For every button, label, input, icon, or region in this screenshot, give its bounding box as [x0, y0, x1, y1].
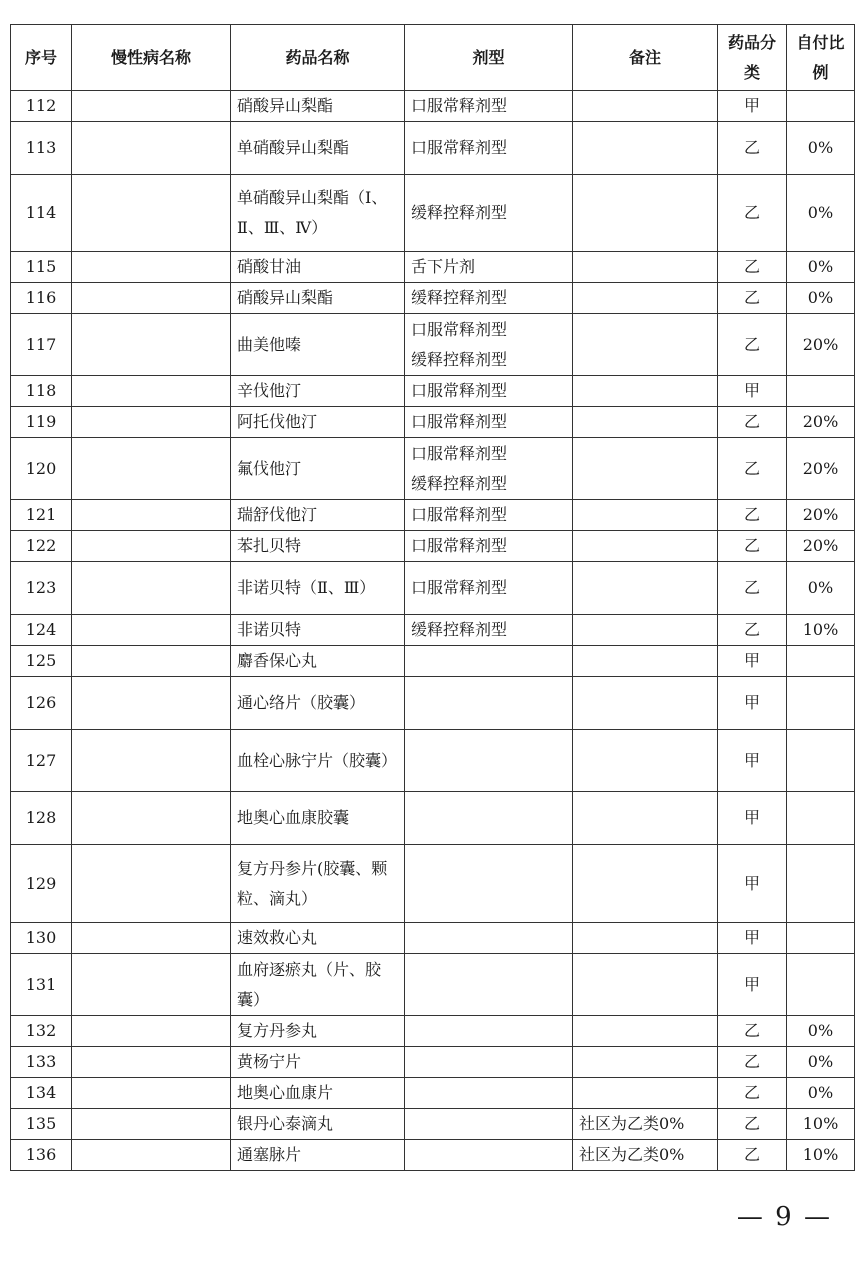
row-number-cell: 128 — [11, 792, 72, 845]
dosage-form-cell — [405, 1109, 573, 1140]
drug-name-cell: 地奥心血康片 — [231, 1078, 405, 1109]
drug-name-cell: 阿托伐他汀 — [231, 407, 405, 438]
note-cell — [573, 646, 718, 677]
drug-category-cell: 乙 — [718, 1047, 787, 1078]
note-cell — [573, 531, 718, 562]
row-number-cell: 114 — [11, 175, 72, 252]
disease-name-cell — [72, 923, 231, 954]
drug-category-cell: 乙 — [718, 531, 787, 562]
drug-category-cell: 甲 — [718, 954, 787, 1016]
header-ratio: 自付比例 — [787, 25, 855, 91]
drug-category-cell: 甲 — [718, 376, 787, 407]
table-row — [11, 1109, 855, 1140]
dosage-form-cell — [405, 845, 573, 923]
dosage-form-cell: 口服常释剂型 — [405, 531, 573, 562]
disease-name-cell — [72, 252, 231, 283]
drug-name-cell: 血栓心脉宁片（胶囊） — [231, 730, 405, 792]
dosage-form-cell: 口服常释剂型 缓释控释剂型 — [405, 314, 573, 376]
drug-name-cell: 瑞舒伐他汀 — [231, 500, 405, 531]
row-number-cell: 115 — [11, 252, 72, 283]
drug-name-cell: 复方丹参片(胶囊、颗粒、滴丸） — [231, 845, 405, 923]
drug-name-cell: 非诺贝特（Ⅱ、Ⅲ） — [231, 562, 405, 615]
note-cell — [573, 792, 718, 845]
row-number-cell: 123 — [11, 562, 72, 615]
disease-name-cell — [72, 646, 231, 677]
drug-category-cell: 甲 — [718, 923, 787, 954]
table-row — [11, 500, 855, 531]
drug-category-cell: 乙 — [718, 500, 787, 531]
copay-ratio-cell — [787, 845, 855, 923]
row-number-cell: 125 — [11, 646, 72, 677]
drug-name-cell: 硝酸异山梨酯 — [231, 91, 405, 122]
row-number-cell: 130 — [11, 923, 72, 954]
row-number-cell: 134 — [11, 1078, 72, 1109]
copay-ratio-cell: 10% — [787, 615, 855, 646]
note-cell — [573, 91, 718, 122]
note-cell — [573, 677, 718, 730]
disease-name-cell — [72, 1078, 231, 1109]
header-no: 序号 — [11, 25, 72, 91]
drug-category-cell: 乙 — [718, 407, 787, 438]
header-category: 药品分类 — [718, 25, 787, 91]
drug-name-cell: 单硝酸异山梨酯 — [231, 122, 405, 175]
note-cell — [573, 283, 718, 314]
note-cell — [573, 615, 718, 646]
dosage-form-cell — [405, 954, 573, 1016]
table-row — [11, 175, 855, 252]
table-row — [11, 314, 855, 376]
disease-name-cell — [72, 954, 231, 1016]
header-note: 备注 — [573, 25, 718, 91]
table-row — [11, 845, 855, 923]
drug-list-table — [10, 24, 855, 1171]
row-number-cell: 113 — [11, 122, 72, 175]
table-row — [11, 407, 855, 438]
drug-category-cell: 甲 — [718, 792, 787, 845]
note-cell — [573, 252, 718, 283]
drug-category-cell: 甲 — [718, 91, 787, 122]
disease-name-cell — [72, 283, 231, 314]
drug-category-cell: 甲 — [718, 730, 787, 792]
row-number-cell: 117 — [11, 314, 72, 376]
copay-ratio-cell — [787, 923, 855, 954]
copay-ratio-cell — [787, 376, 855, 407]
drug-name-cell: 硝酸异山梨酯 — [231, 283, 405, 314]
drug-name-cell: 通塞脉片 — [231, 1140, 405, 1171]
row-number-cell: 112 — [11, 91, 72, 122]
dosage-form-cell: 口服常释剂型 — [405, 407, 573, 438]
disease-name-cell — [72, 845, 231, 923]
row-number-cell: 124 — [11, 615, 72, 646]
copay-ratio-cell: 20% — [787, 438, 855, 500]
table-row — [11, 1078, 855, 1109]
dosage-form-cell — [405, 1047, 573, 1078]
table-row — [11, 283, 855, 314]
dosage-form-cell — [405, 792, 573, 845]
dosage-form-cell: 口服常释剂型 — [405, 122, 573, 175]
table-row — [11, 531, 855, 562]
note-cell — [573, 407, 718, 438]
table-row — [11, 677, 855, 730]
copay-ratio-cell — [787, 646, 855, 677]
dosage-form-cell — [405, 1078, 573, 1109]
row-number-cell: 129 — [11, 845, 72, 923]
note-cell — [573, 500, 718, 531]
note-cell — [573, 122, 718, 175]
drug-name-cell: 速效救心丸 — [231, 923, 405, 954]
copay-ratio-cell: 0% — [787, 122, 855, 175]
row-number-cell: 116 — [11, 283, 72, 314]
drug-category-cell: 乙 — [718, 1140, 787, 1171]
table-row — [11, 923, 855, 954]
drug-name-cell: 曲美他嗪 — [231, 314, 405, 376]
table-row — [11, 792, 855, 845]
note-cell — [573, 1078, 718, 1109]
copay-ratio-cell: 20% — [787, 314, 855, 376]
dosage-form-cell — [405, 1140, 573, 1171]
drug-name-cell: 单硝酸异山梨酯（Ⅰ、Ⅱ、Ⅲ、Ⅳ） — [231, 175, 405, 252]
drug-name-cell: 麝香保心丸 — [231, 646, 405, 677]
dosage-form-cell — [405, 730, 573, 792]
disease-name-cell — [72, 531, 231, 562]
row-number-cell: 131 — [11, 954, 72, 1016]
note-cell: 社区为乙类0% — [573, 1109, 718, 1140]
row-number-cell: 136 — [11, 1140, 72, 1171]
note-cell — [573, 438, 718, 500]
disease-name-cell — [72, 1109, 231, 1140]
disease-name-cell — [72, 407, 231, 438]
table-row — [11, 91, 855, 122]
table-row — [11, 252, 855, 283]
copay-ratio-cell: 0% — [787, 175, 855, 252]
disease-name-cell — [72, 438, 231, 500]
note-cell — [573, 376, 718, 407]
copay-ratio-cell: 0% — [787, 1016, 855, 1047]
drug-name-cell: 非诺贝特 — [231, 615, 405, 646]
note-cell — [573, 562, 718, 615]
drug-category-cell: 乙 — [718, 438, 787, 500]
drug-category-cell: 乙 — [718, 283, 787, 314]
copay-ratio-cell — [787, 954, 855, 1016]
note-cell — [573, 923, 718, 954]
dosage-form-cell: 口服常释剂型 — [405, 91, 573, 122]
copay-ratio-cell — [787, 677, 855, 730]
table-row — [11, 646, 855, 677]
row-number-cell: 127 — [11, 730, 72, 792]
dosage-form-cell: 舌下片剂 — [405, 252, 573, 283]
dosage-form-cell: 缓释控释剂型 — [405, 175, 573, 252]
header-drug: 药品名称 — [231, 25, 405, 91]
drug-category-cell: 乙 — [718, 314, 787, 376]
drug-name-cell: 黄杨宁片 — [231, 1047, 405, 1078]
disease-name-cell — [72, 677, 231, 730]
drug-name-cell: 地奥心血康胶囊 — [231, 792, 405, 845]
disease-name-cell — [72, 562, 231, 615]
dosage-form-cell: 口服常释剂型 — [405, 376, 573, 407]
copay-ratio-cell — [787, 730, 855, 792]
disease-name-cell — [72, 376, 231, 407]
row-number-cell: 122 — [11, 531, 72, 562]
table-row — [11, 562, 855, 615]
row-number-cell: 126 — [11, 677, 72, 730]
note-cell — [573, 954, 718, 1016]
disease-name-cell — [72, 175, 231, 252]
row-number-cell: 135 — [11, 1109, 72, 1140]
dosage-form-cell: 口服常释剂型 缓释控释剂型 — [405, 438, 573, 500]
dosage-form-cell: 缓释控释剂型 — [405, 283, 573, 314]
disease-name-cell — [72, 792, 231, 845]
header-form: 剂型 — [405, 25, 573, 91]
row-number-cell: 118 — [11, 376, 72, 407]
table-header-row — [11, 25, 855, 91]
note-cell: 社区为乙类0% — [573, 1140, 718, 1171]
dosage-form-cell: 口服常释剂型 — [405, 500, 573, 531]
table-row — [11, 1140, 855, 1171]
drug-category-cell: 乙 — [718, 562, 787, 615]
drug-name-cell: 银丹心泰滴丸 — [231, 1109, 405, 1140]
row-number-cell: 120 — [11, 438, 72, 500]
header-disease: 慢性病名称 — [72, 25, 231, 91]
copay-ratio-cell: 20% — [787, 531, 855, 562]
copay-ratio-cell: 20% — [787, 407, 855, 438]
copay-ratio-cell: 0% — [787, 252, 855, 283]
copay-ratio-cell: 10% — [787, 1109, 855, 1140]
copay-ratio-cell: 0% — [787, 1047, 855, 1078]
table-row — [11, 1016, 855, 1047]
drug-category-cell: 乙 — [718, 615, 787, 646]
disease-name-cell — [72, 1140, 231, 1171]
row-number-cell: 119 — [11, 407, 72, 438]
table-row — [11, 730, 855, 792]
row-number-cell: 132 — [11, 1016, 72, 1047]
table-row — [11, 954, 855, 1016]
drug-name-cell: 硝酸甘油 — [231, 252, 405, 283]
note-cell — [573, 1016, 718, 1047]
drug-category-cell: 乙 — [718, 175, 787, 252]
dosage-form-cell — [405, 677, 573, 730]
drug-name-cell: 复方丹参丸 — [231, 1016, 405, 1047]
drug-category-cell: 甲 — [718, 646, 787, 677]
drug-category-cell: 乙 — [718, 1078, 787, 1109]
note-cell — [573, 730, 718, 792]
drug-name-cell: 辛伐他汀 — [231, 376, 405, 407]
drug-category-cell: 乙 — [718, 1109, 787, 1140]
disease-name-cell — [72, 1047, 231, 1078]
drug-name-cell: 通心络片（胶囊） — [231, 677, 405, 730]
dosage-form-cell — [405, 923, 573, 954]
disease-name-cell — [72, 730, 231, 792]
note-cell — [573, 845, 718, 923]
note-cell — [573, 175, 718, 252]
copay-ratio-cell: 20% — [787, 500, 855, 531]
note-cell — [573, 314, 718, 376]
row-number-cell: 121 — [11, 500, 72, 531]
drug-name-cell: 苯扎贝特 — [231, 531, 405, 562]
drug-category-cell: 乙 — [718, 1016, 787, 1047]
disease-name-cell — [72, 1016, 231, 1047]
dosage-form-cell: 缓释控释剂型 — [405, 615, 573, 646]
table-row — [11, 1047, 855, 1078]
page-number: — 9 — — [736, 1202, 832, 1232]
drug-category-cell: 乙 — [718, 252, 787, 283]
copay-ratio-cell: 0% — [787, 562, 855, 615]
drug-category-cell: 甲 — [718, 845, 787, 923]
row-number-cell: 133 — [11, 1047, 72, 1078]
drug-category-cell: 乙 — [718, 122, 787, 175]
copay-ratio-cell: 10% — [787, 1140, 855, 1171]
drug-name-cell: 血府逐瘀丸（片、胶囊） — [231, 954, 405, 1016]
dosage-form-cell — [405, 646, 573, 677]
copay-ratio-cell — [787, 91, 855, 122]
disease-name-cell — [72, 91, 231, 122]
copay-ratio-cell — [787, 792, 855, 845]
table-row — [11, 438, 855, 500]
disease-name-cell — [72, 122, 231, 175]
disease-name-cell — [72, 615, 231, 646]
dosage-form-cell — [405, 1016, 573, 1047]
drug-name-cell: 氟伐他汀 — [231, 438, 405, 500]
table-row — [11, 376, 855, 407]
drug-category-cell: 甲 — [718, 677, 787, 730]
table-row — [11, 615, 855, 646]
disease-name-cell — [72, 314, 231, 376]
table-body — [11, 91, 855, 1171]
copay-ratio-cell: 0% — [787, 1078, 855, 1109]
note-cell — [573, 1047, 718, 1078]
copay-ratio-cell: 0% — [787, 283, 855, 314]
disease-name-cell — [72, 500, 231, 531]
table-row — [11, 122, 855, 175]
dosage-form-cell: 口服常释剂型 — [405, 562, 573, 615]
